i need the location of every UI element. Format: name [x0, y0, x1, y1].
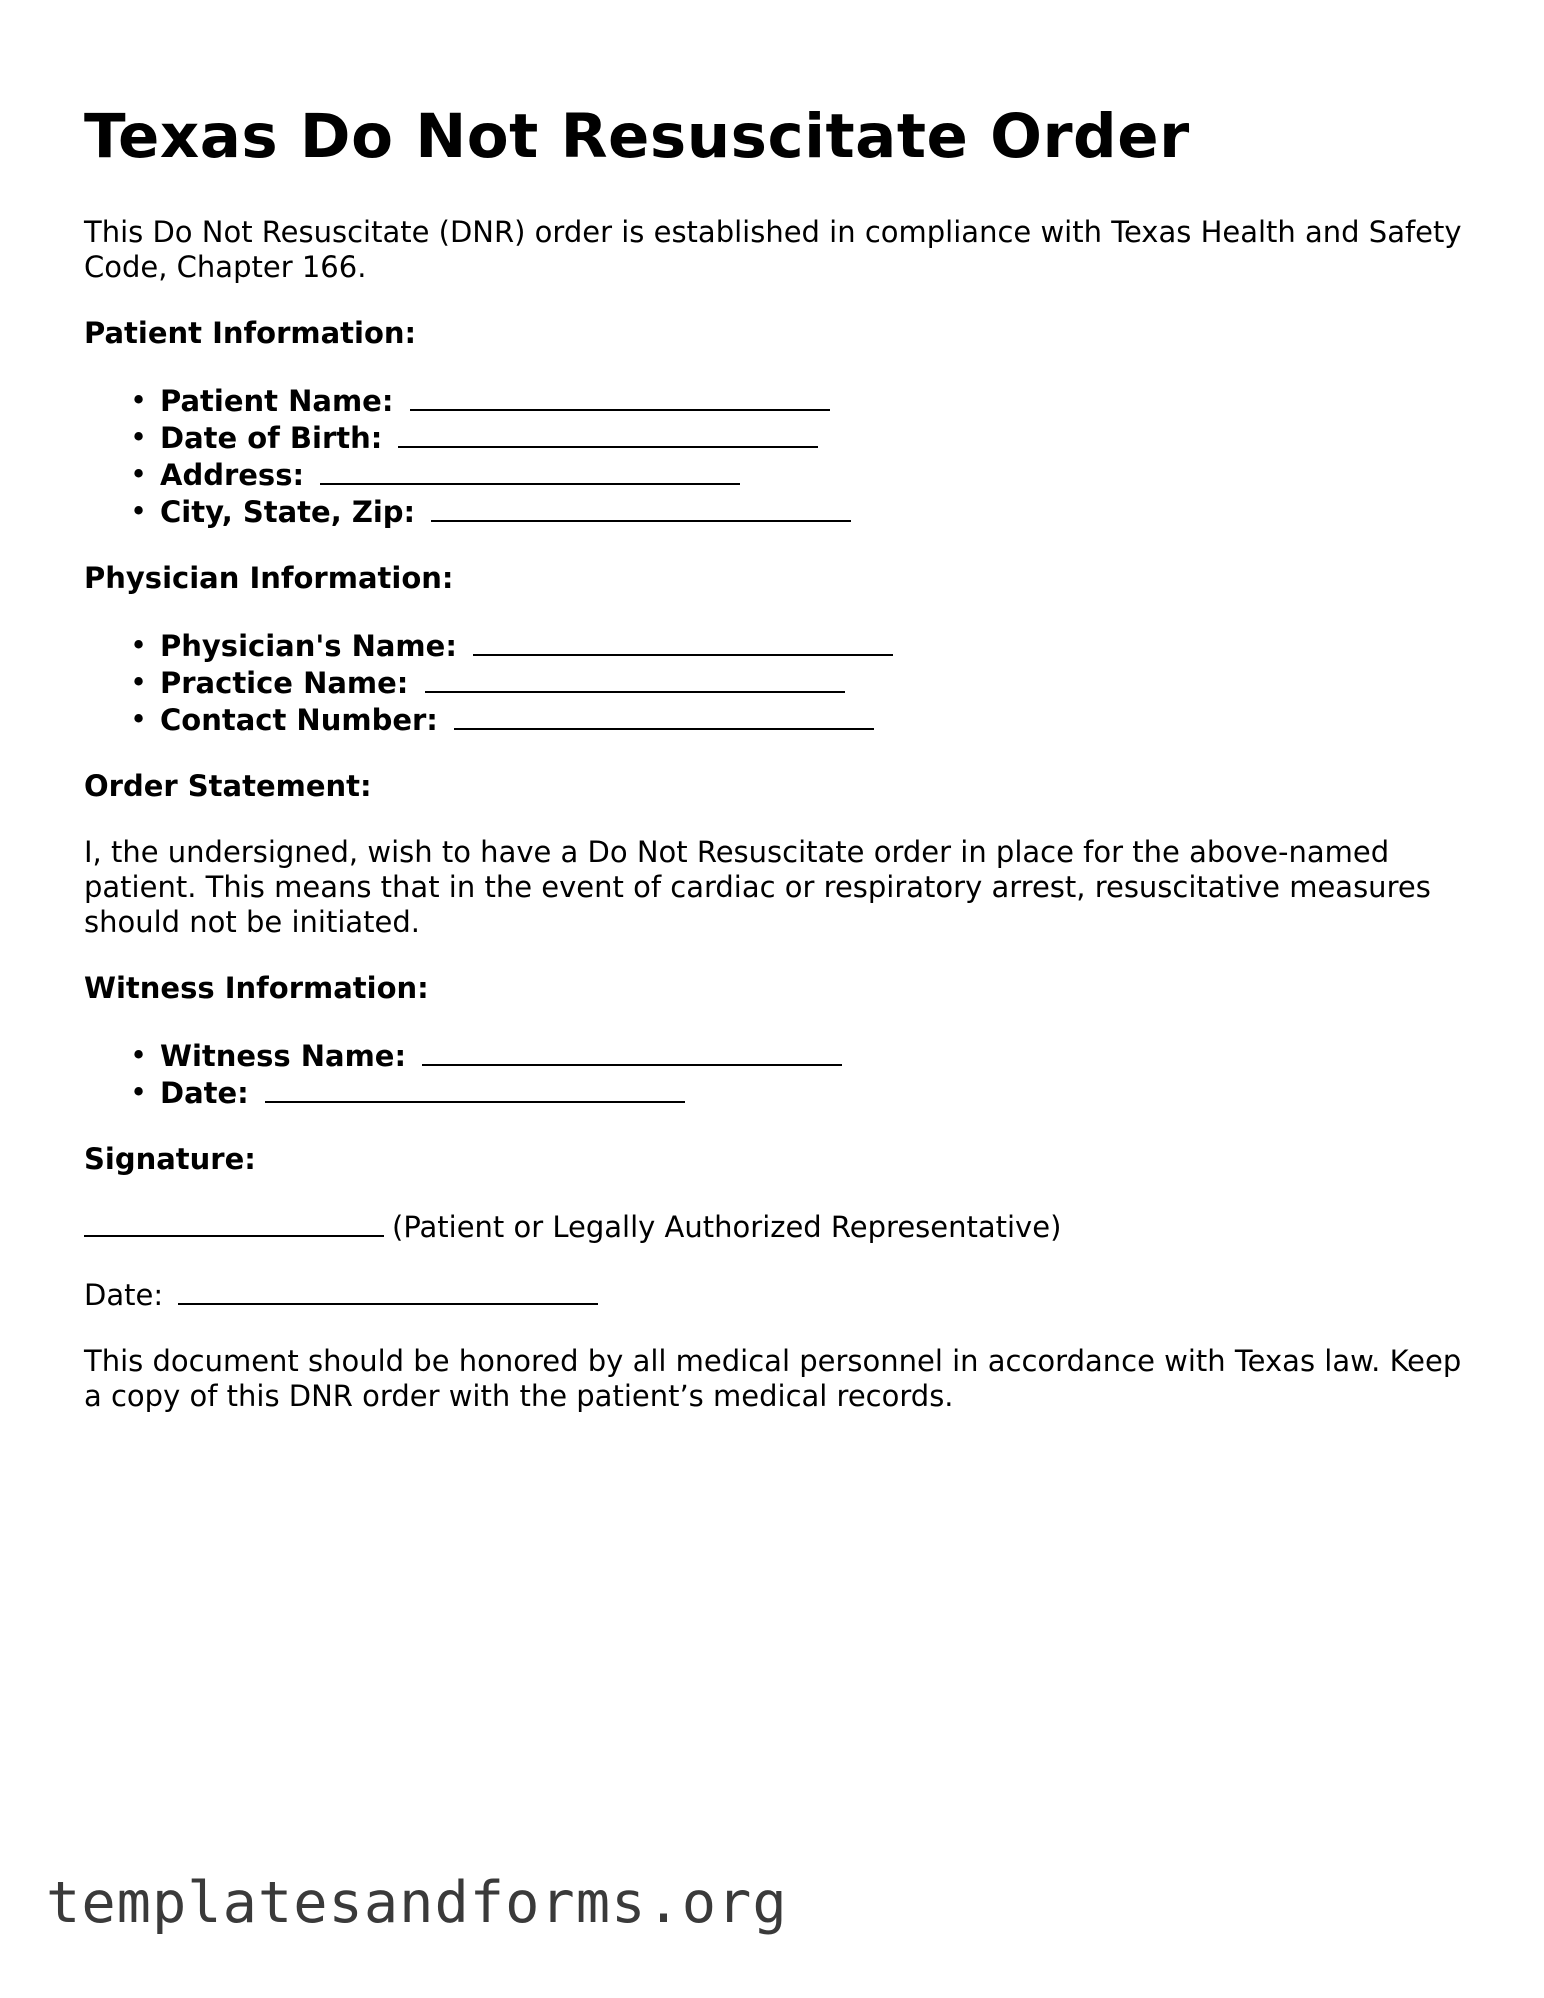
city-state-zip-field[interactable] [431, 493, 851, 522]
bullet-icon: • [130, 457, 148, 492]
signature-line [84, 1208, 1464, 1245]
contact-number-label: Contact Number: [160, 703, 438, 738]
witness-date-label: Date: [160, 1076, 249, 1111]
witness-name-field[interactable] [422, 1037, 842, 1066]
bullet-icon: • [130, 702, 148, 737]
physician-name-label: Physician's Name: [160, 629, 457, 664]
date-of-birth-field[interactable] [398, 419, 818, 448]
witness-info-list [84, 1037, 1464, 1111]
practice-name-field[interactable] [425, 664, 845, 693]
order-statement-text: I, the undersigned, wish to have a Do Not Resuscitate order in place for the above-named patient. This means that in the event of cardiac or respiratory arrest, resuscitative measures should not be initiated. [84, 835, 1431, 940]
bullet-icon: • [130, 1038, 148, 1073]
signature-heading: Signature: [84, 1142, 256, 1177]
address-field[interactable] [320, 456, 740, 485]
patient-name-field[interactable] [410, 382, 830, 411]
signature-field[interactable] [84, 1208, 384, 1237]
list-item [130, 664, 1464, 701]
bullet-icon: • [130, 628, 148, 663]
physician-info-list [84, 627, 1464, 738]
list-item [130, 1074, 1464, 1111]
list-item [130, 701, 1464, 738]
signature-date-field[interactable] [178, 1276, 598, 1305]
patient-name-label: Patient Name: [160, 384, 394, 419]
patient-info-heading: Patient Information: [84, 316, 417, 351]
order-statement-heading: Order Statement: [84, 769, 372, 804]
contact-number-field[interactable] [454, 701, 874, 730]
patient-info-list [84, 382, 1464, 530]
intro-paragraph: This Do Not Resuscitate (DNR) order is established in compliance with Texas Health and Safety Code, Chapter 166. [84, 215, 1462, 285]
witness-name-label: Witness Name: [160, 1039, 407, 1074]
physician-info-heading: Physician Information: [84, 561, 454, 596]
city-state-zip-label: City, State, Zip: [160, 495, 416, 530]
date-of-birth-label: Date of Birth: [160, 421, 383, 456]
address-label: Address: [160, 458, 305, 493]
bullet-icon: • [130, 383, 148, 418]
list-item [130, 419, 1464, 456]
bullet-icon: • [130, 494, 148, 529]
signer-caption: (Patient or Legally Authorized Representative) [392, 1210, 1062, 1245]
list-item [130, 493, 1464, 530]
signature-date-line [84, 1276, 1464, 1313]
document-title: Texas Do Not Resuscitate Order [84, 101, 1190, 172]
document-page [84, 100, 1464, 1414]
bullet-icon: • [130, 1075, 148, 1110]
bullet-icon: • [130, 420, 148, 455]
list-item [130, 382, 1464, 419]
list-item [130, 1037, 1464, 1074]
practice-name-label: Practice Name: [160, 666, 409, 701]
list-item [130, 456, 1464, 493]
physician-name-field[interactable] [473, 627, 893, 656]
witness-info-heading: Witness Information: [84, 971, 429, 1006]
watermark-text: templatesandforms.org [46, 1870, 788, 1936]
signature-date-label: Date: [84, 1278, 164, 1313]
closing-paragraph: This document should be honored by all medical personnel in accordance with Texas law. Keep a copy of this DNR order with the patient’s medical records. [84, 1344, 1462, 1414]
list-item [130, 627, 1464, 664]
witness-date-field[interactable] [265, 1074, 685, 1103]
bullet-icon: • [130, 665, 148, 700]
